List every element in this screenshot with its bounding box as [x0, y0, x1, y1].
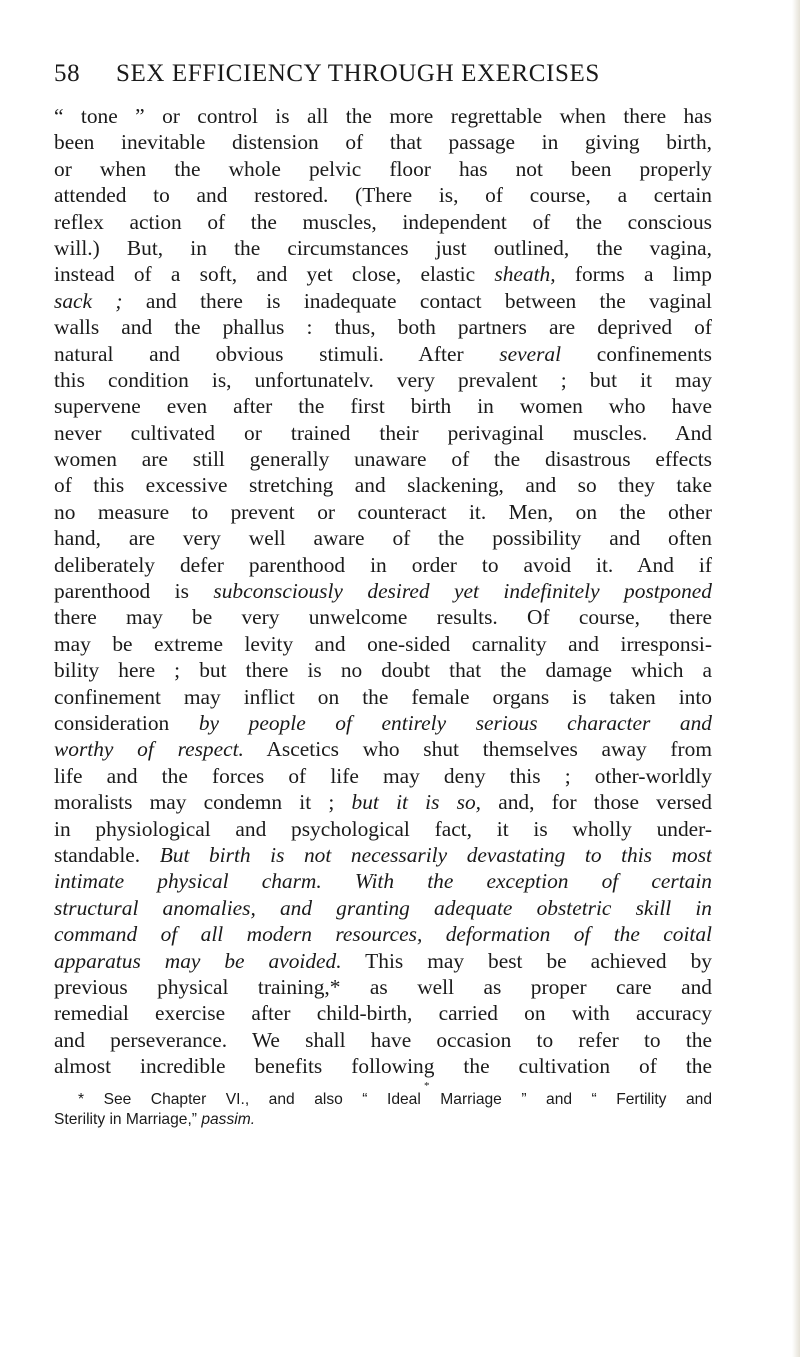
body-line: [54, 816, 712, 842]
body-line: [54, 657, 712, 683]
body-line: [54, 156, 712, 182]
body-line-text: reflex action of the muscles, independent of the conscious: [54, 209, 712, 234]
footnote: [54, 1090, 712, 1130]
body-line-text: been inevitable distension of that passage in giving birth,: [54, 130, 712, 155]
body-line-italic: structural anomalies, and granting adequate obstetric skill in: [54, 895, 712, 920]
body-line-italic: by people of entirely serious character and: [198, 710, 712, 735]
body-line-text: women are still generally unaware of the disastrous effects: [54, 447, 712, 472]
running-head: [54, 56, 744, 92]
body-line-text: remedial exercise after child-birth, carried on with accuracy: [54, 1001, 712, 1026]
body-line: [54, 103, 712, 129]
body-line-text: hand, are very well aware of the possibility and often: [54, 526, 712, 551]
body-line-text: this condition is, unfortunatelv. very prevalent ; but it may: [54, 367, 712, 392]
body-line: [54, 393, 712, 419]
body-line: [54, 472, 712, 498]
body-line-text: and perseverance. We shall have occasion to refer to the: [54, 1027, 712, 1052]
body-line: [54, 446, 712, 472]
body-line-text: and there is inadequate contact between the vaginal: [122, 288, 712, 313]
body-line-text: attended to and restored. (There is, of course, a certain: [54, 183, 712, 208]
body-line: [54, 552, 712, 578]
body-line: [54, 948, 712, 974]
body-line: [54, 209, 712, 235]
body-line-text: or when the whole pelvic floor has not been properly: [54, 156, 712, 181]
body-line: [54, 367, 712, 393]
body-line-text: Ascetics who shut themselves away from: [243, 737, 712, 762]
body-line: [54, 921, 712, 947]
body-line: [54, 314, 712, 340]
body-line-text: forms a limp: [555, 262, 712, 287]
body-line: [54, 261, 712, 287]
body-line-text: parenthood is: [54, 579, 214, 604]
body-line: [54, 763, 712, 789]
body-line-text: bility here ; but there is no doubt that the damage which a: [54, 658, 712, 683]
running-title: SEX EFFICIENCY THROUGH EXERCISES: [116, 60, 600, 87]
page-number: 58: [54, 60, 81, 87]
body-line-italic: sack ;: [54, 288, 123, 313]
body-line: [54, 789, 712, 815]
body-line-italic: But birth is not necessarily devastating to this most: [159, 842, 712, 867]
body-line: [54, 842, 712, 868]
body-line-italic: but it is so,: [351, 790, 482, 815]
body-line-text: previous physical training,* as well as proper care and: [54, 974, 712, 999]
body-line-italic: several: [499, 341, 562, 366]
body-line-text: life and the forces of life may deny this ; other-worldly: [54, 763, 712, 788]
body-line: [54, 499, 712, 525]
body-line-italic: intimate physical charm. With the exception of certain: [54, 869, 712, 894]
body-line: [54, 182, 712, 208]
body-line-text: in physiological and psychological fact, it is wholly under-: [54, 816, 712, 841]
body-line: [54, 420, 712, 446]
body-line-text: and, for those versed: [481, 790, 712, 815]
body-line: [54, 1000, 712, 1026]
body-line-italic: worthy of respect.: [54, 737, 244, 762]
body-line-text: no measure to prevent or counteract it. Men, on the other: [54, 499, 712, 524]
body-line: [54, 710, 712, 736]
body-line-text: moralists may condemn it ;: [54, 790, 352, 815]
body-line-text: walls and the phallus : thus, both partners are deprived of: [54, 315, 712, 340]
body-line-italic: subconsciously desired yet indefinitely postponed: [213, 579, 712, 604]
body-line: [54, 604, 712, 630]
footnote-line-2-italic: passim.: [201, 1111, 256, 1128]
body-line: [54, 129, 712, 155]
body-line: [54, 1053, 712, 1079]
body-line: [54, 235, 712, 261]
body-line-italic: apparatus may be avoided.: [54, 948, 342, 973]
body-line-text: supervene even after the first birth in women who have: [54, 394, 712, 419]
body-line-text: never cultivated or trained their perivaginal muscles. And: [54, 420, 712, 445]
body-line: [54, 288, 712, 314]
page-edge-shadow: [792, 0, 800, 1357]
footnote-line-1: * See Chapter VI., and also “ Ideal Marriage ” and “ Fertility and: [78, 1091, 712, 1108]
body-text: [54, 103, 712, 1079]
body-line-text: natural and obvious stimuli. After: [54, 341, 500, 366]
body-line-text: may be extreme levity and one-sided carnality and irresponsi-: [54, 631, 712, 656]
body-line: [54, 684, 712, 710]
body-line-text: standable.: [54, 842, 160, 867]
body-line: [54, 895, 712, 921]
body-line: [54, 868, 712, 894]
body-line-text: confinement may inflict on the female organs is taken into: [54, 684, 712, 709]
body-line-italic: sheath,: [494, 262, 556, 287]
body-line: [54, 341, 712, 367]
body-line: [54, 578, 712, 604]
body-line: [54, 631, 712, 657]
body-line-text: instead of a soft, and yet close, elastic: [54, 262, 495, 287]
body-line: [54, 974, 712, 1000]
body-line-text: almost incredible benefits following the cultivation of the: [54, 1054, 712, 1079]
body-line-text: of this excessive stretching and slackening, and so they take: [54, 473, 712, 498]
footnote-mark: *: [424, 1080, 430, 1092]
body-line: [54, 736, 712, 762]
body-line-italic: command of all modern resources, deformation of the coital: [54, 922, 712, 947]
body-line-text: deliberately defer parenthood in order to avoid it. And if: [54, 552, 712, 577]
footnote-line-2: [54, 1110, 712, 1130]
body-line: [54, 525, 712, 551]
body-line-text: This may best be achieved by: [341, 948, 712, 973]
body-line-text: consideration: [54, 710, 199, 735]
body-line-text: “ tone ” or control is all the more regrettable when there has: [54, 104, 712, 128]
body-line-text: confinements: [561, 341, 712, 366]
body-line: [54, 1027, 712, 1053]
body-line-text: there may be very unwelcome results. Of course, there: [54, 605, 712, 630]
footnote-line-2-text: Sterility in Marriage,”: [54, 1111, 202, 1128]
body-line-text: will.) But, in the circumstances just outlined, the vagina,: [54, 235, 712, 260]
